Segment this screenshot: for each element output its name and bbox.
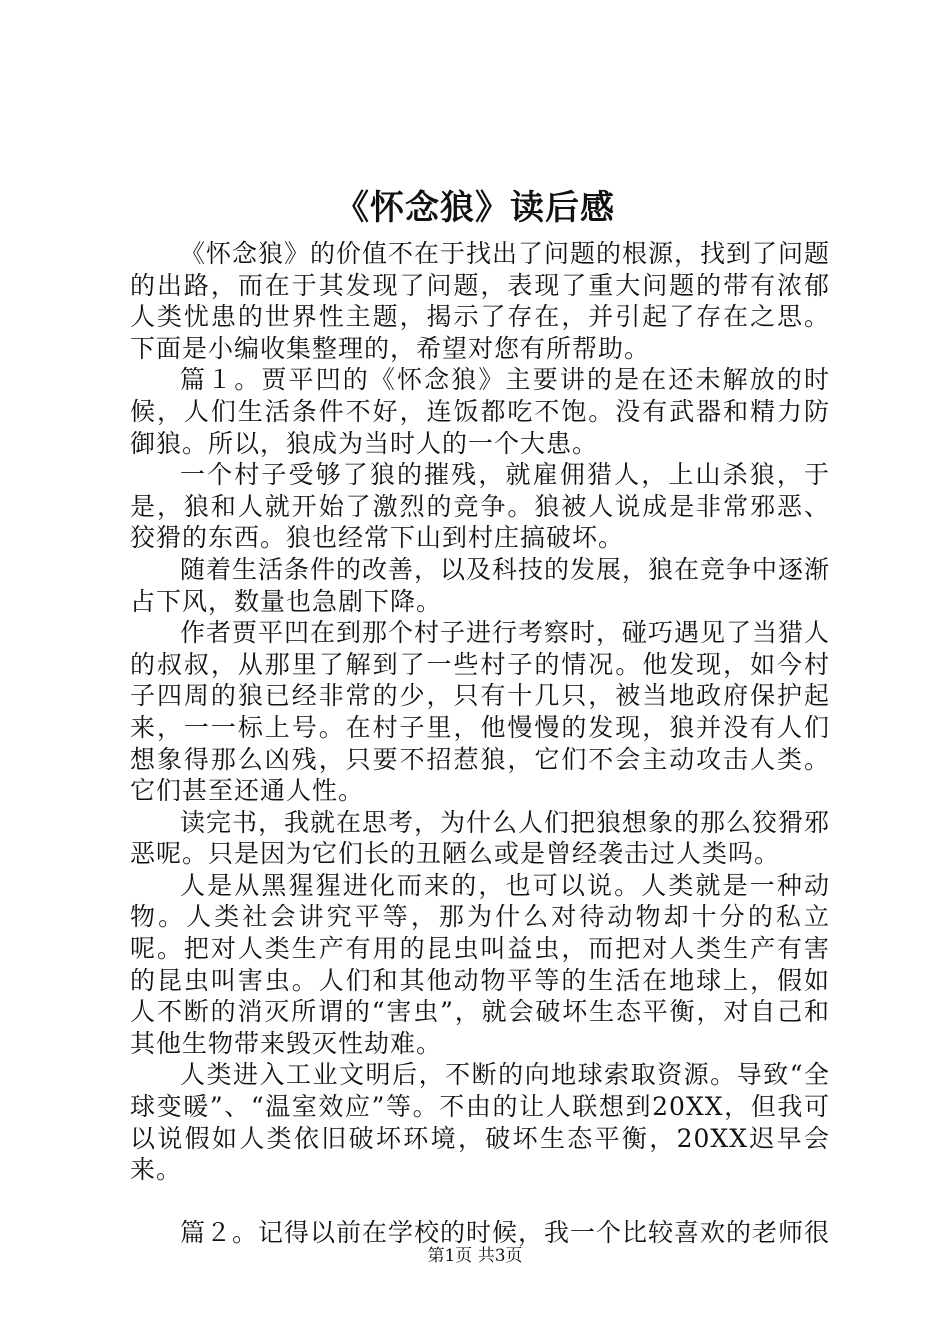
- paragraph-part2-intro: 篇２。记得以前在学校的时候，我一个比较喜欢的老师很: [180, 1217, 831, 1247]
- paragraph-intro: 《怀念狼》的价值不在于找出了问题的根源，找到了问题的出路，而在于其发现了问题，表现了重大问题的带有浓郁人类忧患的世界性主题，揭示了存在，并引起了存在之思。下面是小编收集整理的，希望对您有所帮助。: [130, 239, 831, 363]
- paragraph-equality: 人是从黑猩猩进化而来的，也可以说。人类就是一种动物。人类社会讲究平等，那为什么对待动物却十分的私立呢。把对人类生产有用的昆虫叫益虫，而把对人类生产有害的昆虫叫害虫。人们和其他动物平等的生活在地球上，假如人不断的消灭所谓的“害虫”，就会破坏生态平衡，对自己和其他生物带来毁灭性劫难。: [130, 870, 830, 1058]
- paragraph-reflection: 读完书，我就在思考，为什么人们把狼想象的那么狡猾邪恶呢。只是因为它们长的丑陋么或是曾经袭击过人类吗。: [130, 807, 831, 869]
- paragraph-industry: 人类进入工业文明后，不断的向地球索取资源。导致“全球变暖”、“温室效应”等。不由的让人联想到20XX，但我可以说假如人类依旧破坏环境，破坏生态平衡，20XX迟早会来。: [130, 1060, 830, 1185]
- paragraph-author-visit: 作者贾平凹在到那个村子进行考察时，碰巧遇见了当猎人的叔叔，从那里了解到了一些村子的情况。他发现，如今村子四周的狼已经非常的少，只有十几只，被当地政府保护起来，一一标上号。在村子里，他慢慢的发现，狼并没有人们想象得那么凶残，只要不招惹狼，它们不会主动攻击人类。它们甚至还通人性。: [130, 618, 831, 806]
- document-body: [130, 238, 830, 1248]
- paragraph-village: 一个村子受够了狼的摧残，就雇佣猎人，上山杀狼，于是，狼和人就开始了激烈的竞争。狼被人说成是非常邪恶、狡猾的东西。狼也经常下山到村庄搞破坏。: [130, 460, 830, 553]
- paragraph-part1-intro: 篇１。贾平凹的《怀念狼》主要讲的是在还未解放的时候，人们生活条件不好，连饭都吃不饱。没有武器和精力防御狼。所以，狼成为当时人的一个大患。: [130, 365, 830, 458]
- page-number-footer: 第1页 共3页: [427, 1246, 523, 1266]
- paragraph-decline: 随着生活条件的改善，以及科技的发展，狼在竞争中逐渐占下风，数量也急剧下降。: [130, 554, 831, 616]
- document-title: 《怀念狼》读后感: [335, 188, 615, 228]
